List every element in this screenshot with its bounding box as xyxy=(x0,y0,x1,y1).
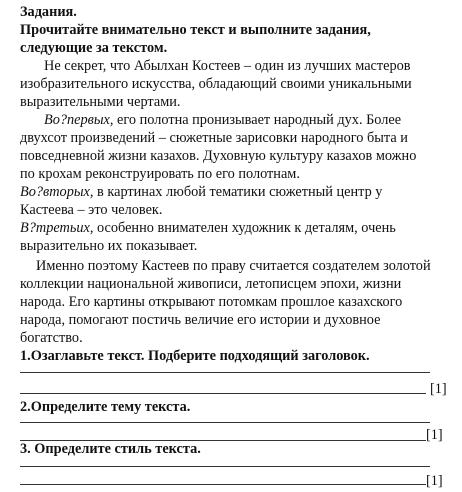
task-1-answer-line-1[interactable] xyxy=(20,372,430,373)
task-1-score: [1] xyxy=(430,381,447,397)
task-1-prompt: 1.Озаглавьте текст. Подберите подходящий заголовок. xyxy=(20,348,370,364)
task-2-answer-line-1[interactable] xyxy=(20,422,430,423)
paragraph-4-marker: В?третьих, xyxy=(20,220,94,236)
paragraph-3-text: в картинах любой тематики сюжетный центр у xyxy=(93,184,383,200)
task-3-answer-line-2[interactable] xyxy=(20,484,426,485)
paragraph-3-line-1 xyxy=(20,183,382,201)
paragraph-4-text: особенно внимателен художник к деталям, очень xyxy=(93,220,396,236)
paragraph-2-line-4: по крохам реконструировать по его полотнам. xyxy=(20,166,300,182)
paragraph-2-marker: Во?первых, xyxy=(44,112,114,128)
task-1-answer-line-2[interactable] xyxy=(20,393,426,394)
paragraph-1-line-3: выразительными чертами. xyxy=(20,94,181,110)
paragraph-3-line-2: Кастеева – это человек. xyxy=(20,202,163,218)
paragraph-3-marker: Во?вторых, xyxy=(20,184,94,200)
paragraph-1-line-2: изобразительного искусства, обладающий своими уникальными xyxy=(20,76,412,92)
task-2-prompt: 2.Определите тему текста. xyxy=(20,399,191,415)
task-2-score: [1] xyxy=(426,427,443,443)
paragraph-5-line-2: коллекции национальной живописи, летописцем эпохи, жизни xyxy=(20,276,402,292)
paragraph-5-line-4: народа, помогают постичь величие его истории и духовное xyxy=(20,312,381,328)
paragraph-2-line-1 xyxy=(44,111,401,129)
instruction-line-1: Прочитайте внимательно текст и выполните задания, xyxy=(20,22,371,38)
paragraph-4-line-2: выразительно их показывает. xyxy=(20,238,198,254)
paragraph-2-line-3: повседневной жизни казахов. Духовную культуру казахов можно xyxy=(20,148,417,164)
instruction-line-2: следующие за текстом. xyxy=(20,40,168,56)
paragraph-2-line-2: двухсот произведений – сюжетные зарисовки народного быта и xyxy=(20,130,408,146)
worksheet-title: Задания. xyxy=(20,4,77,20)
task-3-prompt: 3. Определите стиль текста. xyxy=(20,441,201,457)
paragraph-2-text: его полотна пронизывает народный дух. Более xyxy=(113,112,402,128)
paragraph-4-line-1 xyxy=(20,219,396,237)
task-3-score: [1] xyxy=(426,473,443,489)
paragraph-1-line-1: Не секрет, что Абылхан Костеев – один из лучших мастеров xyxy=(44,58,411,74)
paragraph-5-line-1: Именно поэтому Кастеев по праву считается создателем золотой xyxy=(36,258,431,274)
paragraph-5-line-5: богатство. xyxy=(20,330,83,346)
task-3-answer-line-1[interactable] xyxy=(20,466,430,467)
paragraph-5-line-3: народа. Его картины открывают потомкам прошлое казахского xyxy=(20,294,403,310)
